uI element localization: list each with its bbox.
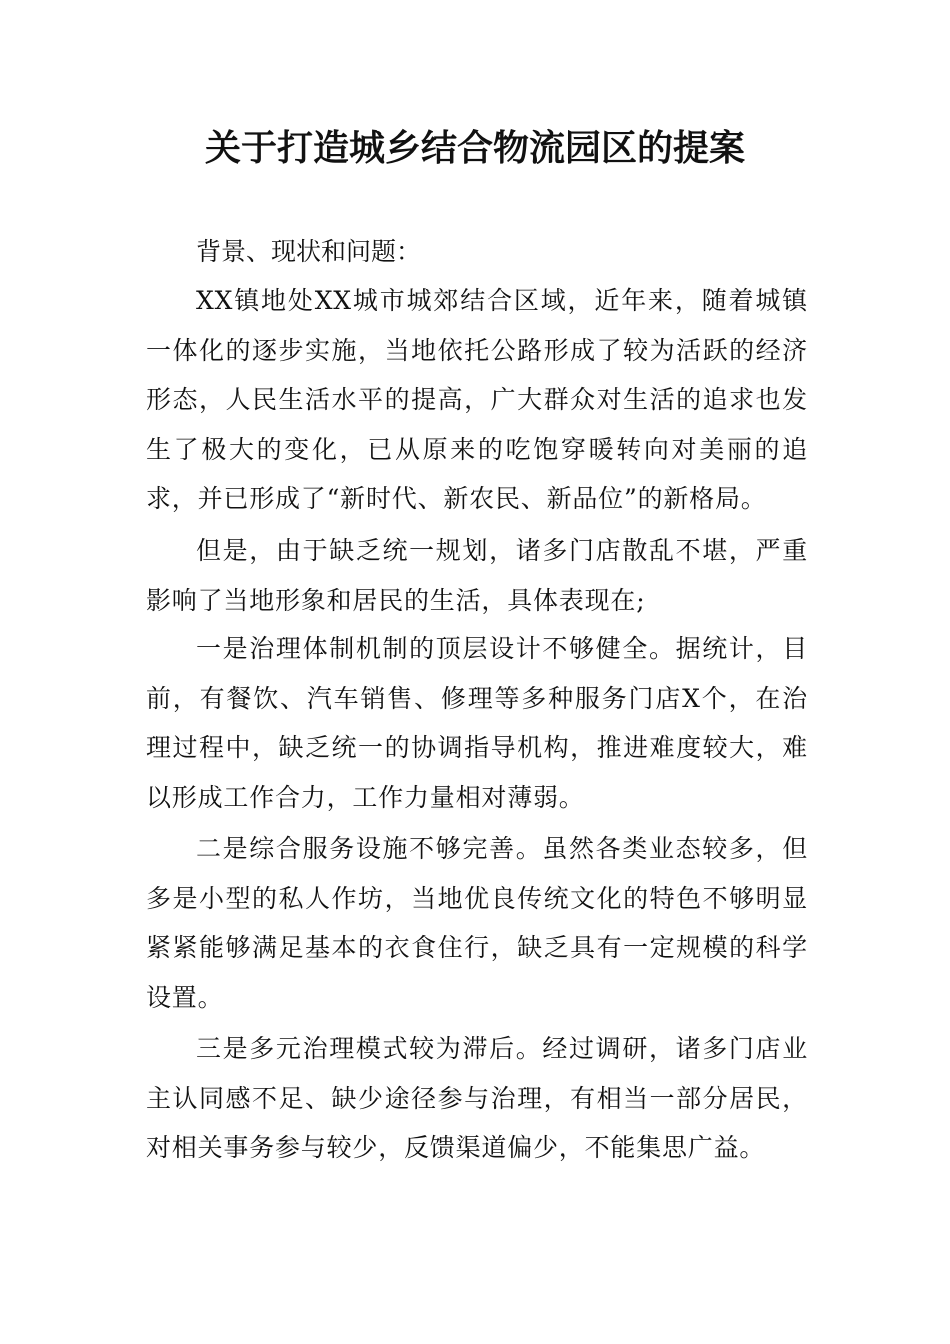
paragraph-issue-two: 二是综合服务设施不够完善。虽然各类业态较多，但多是小型的私人作坊，当地优良传统文化的特色不够明显紧紧能够满足基本的衣食住行，缺乏具有一定规模的科学设置。 <box>146 834 808 1012</box>
paragraph-problem-intro: 但是，由于缺乏统一规划，诸多门店散乱不堪，严重影响了当地形象和居民的生活，具体表现在; <box>146 536 808 615</box>
document-title: 关于打造城乡结合物流园区的提案 <box>204 127 745 169</box>
paragraph-issue-three: 三是多元治理模式较为滞后。经过调研，诸多门店业主认同感不足、缺少途径参与治理，有相当一部分居民，对相关事务参与较少，反馈渠道偏少，不能集思广益。 <box>146 1034 808 1162</box>
section-heading: 背景、现状和问题： <box>196 237 422 266</box>
paragraph-background: XX镇地处XX城市城郊结合区域，近年来，随着城镇一体化的逐步实施，当地依托公路形成了较为活跃的经济形态，人民生活水平的提高，广大群众对生活的追求也发生了极大的变化，已从原来的吃饱穿暖转向对美丽的追求，并已形成了“新时代、新农民、新品位”的新格局。 <box>146 286 808 513</box>
paragraph-issue-one: 一是治理体制机制的顶层设计不够健全。据统计，目前，有餐饮、汽车销售、修理等多种服务门店X个，在治理过程中，缺乏统一的协调指导机构，推进难度较大，难以形成工作合力，工作力量相对薄弱。 <box>146 634 808 812</box>
